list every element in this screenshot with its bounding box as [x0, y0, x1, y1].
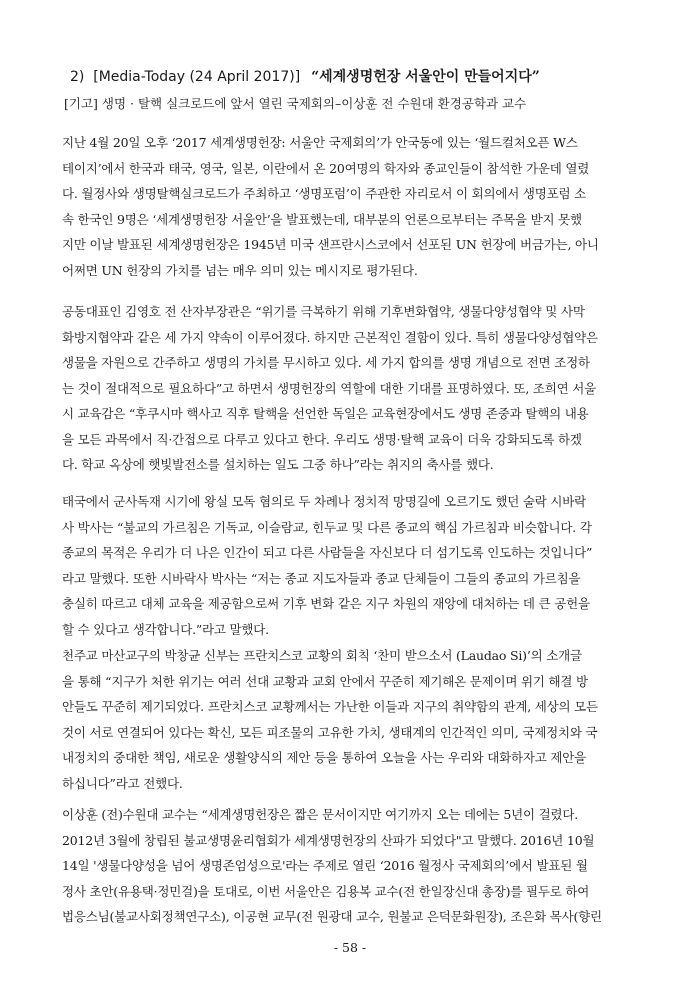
paragraph-line: 할 수 있다고 생각합니다.”라고 말했다. [62, 621, 269, 637]
paragraph-line: 안들도 꾸준히 제기되었다. 프란치스코 교황께서는 가난한 이들과 지구의 취약함의 관계, 세상의 모든 [62, 699, 598, 714]
paragraph-line: 종교의 목적은 우리가 더 나은 인간이 되고 다른 사람들을 자신보다 더 섬기도록 인도하는 것입니다” [62, 545, 593, 560]
paragraph-line: 는 것이 절대적으로 필요하다”고 하면서 생명헌장의 역할에 대한 기대를 표명하였다. 또, 조희연 서울 [62, 380, 597, 396]
paragraph-line: 것이 서로 연결되어 있다는 확신, 모든 피조물의 고유한 가치, 생태계의 인간적인 의미, 국제정치와 국 [62, 724, 598, 740]
paragraph-line: 내정치의 중대한 책임, 새로운 생활양식의 제안 등을 통하여 오늘을 사는 우리와 대화하자고 제안을 [62, 750, 587, 765]
paragraph-line: 다. 월정사와 생명탈핵실크로드가 주최하고 ‘생명포럼’이 주관한 자리로서 이 회의에서 생명포럼 소 [62, 186, 587, 201]
paragraph-line: 태국에서 군사독재 시기에 왕실 모독 혐의로 두 차례나 정치적 망명길에 오르기도 했던 술락 시바락 [62, 494, 587, 509]
paragraph-2 [62, 299, 646, 478]
paragraph-line: 속 한국인 9명은 ‘세계생명헌장 서울안’을 발표했는데, 대부분의 언론으로부터는 주목을 받지 못했 [62, 211, 582, 227]
heading-number: 2) [70, 69, 85, 85]
paragraph-3 [62, 489, 646, 642]
article-subheading: [기고] 생명 · 탈핵 실크로드에 앞서 열린 국제회의–이상훈 전 수원대 환경공학과 교수 [64, 96, 527, 111]
paragraph-line: 2012년 3월에 창립된 불교생명윤리협회가 세계생명헌장의 산파가 되었다"고 말했다. 2016년 10월 [62, 832, 595, 848]
paragraph-line: 생물을 자원으로 간주하고 생명의 가치를 무시하고 있다. 세 가지 합의를 생명 개념으로 전면 조정하 [62, 355, 590, 370]
paragraph-line: 지난 4월 20일 오후 ‘2017 세계생명헌장: 서울안 국제회의’가 안국동에 있는 ‘월드컬처오픈 W스 [62, 135, 578, 150]
paragraph-line: 을 통해 “지구가 처한 위기는 여러 선대 교황과 교회 안에서 꾸준히 제기해온 문제이며 위기 해결 방 [62, 673, 588, 689]
paragraph-5 [62, 802, 646, 930]
heading-title: “세계생명헌장 서울안이 만들어지다” [311, 69, 540, 85]
paragraph-line: 하십니다”라고 전했다. [62, 775, 183, 791]
paragraph-4 [62, 643, 646, 796]
paragraph-line: 법응스님(불교사회정책연구소), 이공현 교무(전 원광대 교수, 원불교 은덕문화원장), 조은화 목사(향린 [62, 909, 602, 924]
paragraph-line: 14일 '생물다양성을 넘어 생명존엄성으로'라는 주제로 열린 ‘2016 월정사 국제회의’에서 발표된 월 [62, 858, 588, 873]
paragraph-line: 라고 말했다. 또한 시바락사 박사는 “저는 종교 지도자들과 종교 단체들이 그들의 종교의 가르침을 [62, 570, 581, 586]
paragraph-line: 다. 학교 옥상에 햇빛발전소를 설치하는 일도 그중 하나”라는 취지의 축사를 했다. [62, 457, 494, 472]
paragraph-line: 지만 이날 발표된 세계생명헌장은 1945년 미국 샌프란시스코에서 선포된 UN 헌장에 버금가는, 아니 [62, 237, 599, 252]
paragraph-1 [62, 130, 646, 283]
paragraph-line: 테이지’에서 한국과 태국, 영국, 일본, 이란에서 온 20여명의 학자와 종교인들이 참석한 가운데 열렸 [62, 160, 590, 176]
page-number: - 58 - [333, 940, 367, 955]
paragraph-line: 화방지협약과 같은 세 가지 약속이 이루어졌다. 하지만 근본적인 결함이 있다. 특히 생물다양성협약은 [62, 329, 598, 345]
paragraph-line: 천주교 마산교구의 박창균 신부는 프란치스코 교황의 회칙 ‘찬미 받으소서 (Laudao Si)’의 소개글 [62, 648, 582, 663]
heading-source: [Media-Today (24 April 2017)] [93, 69, 301, 85]
paragraph-line: 정사 초안(유용택·정민걸)을 토대로, 이번 서울안은 김용복 교수(전 한일장신대 총장)를 필두로 하여 [62, 883, 590, 899]
paragraph-line: 사 박사는 “불교의 가르침은 기독교, 이슬람교, 힌두교 및 다른 종교의 핵심 가르침과 비슷합니다. 각 [62, 519, 592, 535]
paragraph-line: 공동대표인 김영호 전 산자부장관은 “위기를 극복하기 위해 기후변화협약, 생물다양성협약 및 사막 [62, 304, 585, 319]
paragraph-line: 시 교육감은 “후쿠시마 핵사고 직후 탈핵을 선언한 독일은 교육현장에서도 생명 존중과 탈핵의 내용 [62, 406, 589, 421]
article-heading [70, 66, 670, 86]
paragraph-line: 을 모든 과목에서 직·간접으로 다루고 있다고 한다. 우리도 생명·탈핵 교육이 더욱 강화되도록 하겠 [62, 431, 582, 447]
paragraph-line: 어쩌면 UN 헌장의 가치를 넘는 매우 의미 있는 메시지로 평가된다. [62, 262, 418, 278]
paragraph-line: 충실히 따르고 대체 교육을 제공함으로써 기후 변화 같은 지구 차원의 재앙에 대처하는 데 큰 공헌을 [62, 596, 590, 611]
paragraph-line: 이상훈 (전)수원대 교수는 “세계생명헌장은 짧은 문서이지만 여기까지 오는 데에는 5년이 걸렸다. [62, 807, 579, 822]
